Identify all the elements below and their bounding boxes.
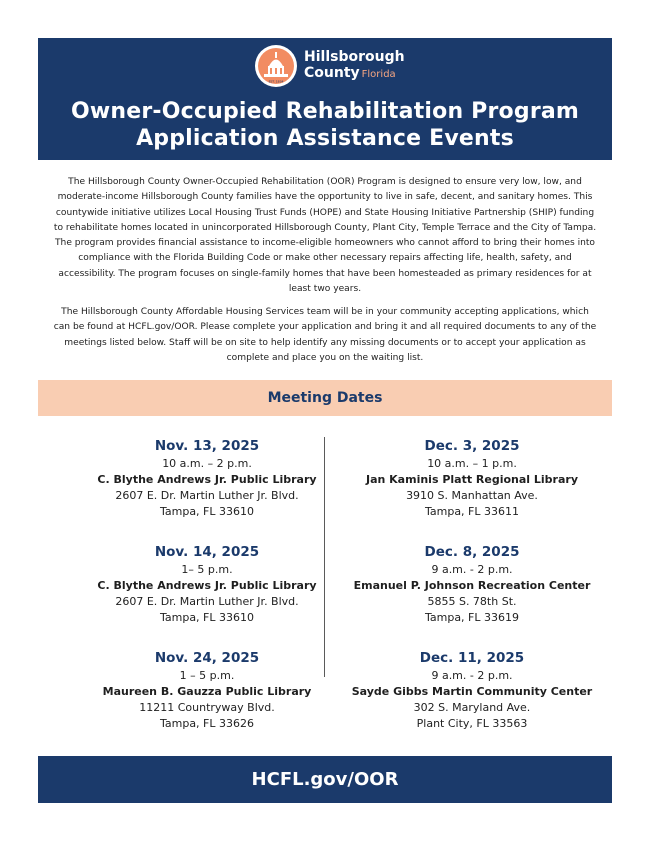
event-city: Tampa, FL 33611 xyxy=(424,505,519,518)
event-date: Dec. 8, 2025 xyxy=(424,544,520,560)
event-city: Tampa, FL 33610 xyxy=(159,611,254,624)
meeting-dates-band xyxy=(38,380,612,416)
county-logo xyxy=(254,44,405,88)
event-venue: C. Blythe Andrews Jr. Public Library xyxy=(97,473,317,486)
logo-line1: Hillsborough xyxy=(304,49,405,65)
event-city: Tampa, FL 33610 xyxy=(159,505,254,518)
title-line2: Application Assistance Events xyxy=(136,126,514,151)
event-venue: Maureen B. Gauzza Public Library xyxy=(102,685,312,698)
event-date: Dec. 3, 2025 xyxy=(424,438,520,454)
logo-county: County xyxy=(304,65,360,81)
event-nov-13 xyxy=(62,437,352,520)
event-date: Nov. 13, 2025 xyxy=(154,438,260,454)
event-time: 1– 5 p.m. xyxy=(181,563,233,576)
event-date: Nov. 14, 2025 xyxy=(154,544,260,560)
event-street: 302 S. Maryland Ave. xyxy=(413,701,531,714)
county-seal-icon xyxy=(254,44,298,88)
event-street: 3910 S. Manhattan Ave. xyxy=(406,489,538,502)
page-title xyxy=(38,98,612,152)
intro-paragraph-1: The Hillsborough County Owner-Occupied Rehabilitation (OOR) Program is designed to ensure very low, low, and moderate-income Hillsborough County families have the opportunity to live in safe, decent, and sanitary homes. This countywide initiative utilizes Local Housing Trust Funds (HOPE) and State Housing Initiative Partnership (SHIP) funding to rehabilitate homes located in unincorporated Hillsborough County, Plant City, Temple Terrace and the City of Tampa. The program provides financial assistance to income-eligible homeowners who cannot afford to bring their homes into compliance with the Florida Building Code or make other necessary repairs affecting life, health, safety, and accessibility. The program focuses on single-family homes that have been homesteaded as primary residences for at least two years. xyxy=(53,177,597,295)
event-street: 2607 E. Dr. Martin Luther Jr. Blvd. xyxy=(115,489,299,502)
event-street: 2607 E. Dr. Martin Luther Jr. Blvd. xyxy=(115,595,299,608)
event-venue: Emanuel P. Johnson Recreation Center xyxy=(353,579,591,592)
event-date: Dec. 11, 2025 xyxy=(419,650,525,666)
event-dec-11 xyxy=(327,649,617,732)
seal-text: EST. 1834 xyxy=(268,79,284,84)
event-time: 1 – 5 p.m. xyxy=(179,669,235,682)
event-time: 10 a.m. – 1 p.m. xyxy=(427,457,517,470)
meeting-dates-heading: Meeting Dates xyxy=(267,390,383,406)
event-city: Plant City, FL 33563 xyxy=(416,717,528,730)
event-time: 9 a.m. - 2 p.m. xyxy=(431,563,513,576)
event-time: 10 a.m. – 2 p.m. xyxy=(162,457,252,470)
logo-state: Florida xyxy=(361,69,396,80)
event-street: 11211 Countryway Blvd. xyxy=(139,701,275,714)
footer-banner xyxy=(38,756,612,803)
event-venue: Sayde Gibbs Martin Community Center xyxy=(351,685,593,698)
event-time: 9 a.m. - 2 p.m. xyxy=(431,669,513,682)
event-date: Nov. 24, 2025 xyxy=(154,650,260,666)
intro-paragraph-2: The Hillsborough County Affordable Housing Services team will be in your community accepting applications, which can be found at HCFL.gov/OOR. Please complete your application and bring it and all required documents to any of the meetings listed below. Staff will be on site to help identify any missing documents or to accept your application as complete and place you on the waiting list. xyxy=(53,307,597,363)
event-venue: Jan Kaminis Platt Regional Library xyxy=(365,473,579,486)
event-nov-14 xyxy=(62,543,352,626)
logo-wordmark xyxy=(304,49,405,83)
header-banner xyxy=(38,38,612,160)
logo-line2 xyxy=(304,65,405,83)
footer-url-link[interactable]: HCFL.gov/OOR xyxy=(251,769,399,790)
event-venue: C. Blythe Andrews Jr. Public Library xyxy=(97,579,317,592)
event-street: 5855 S. 78th St. xyxy=(427,595,517,608)
event-dec-3 xyxy=(327,437,617,520)
event-dec-8 xyxy=(327,543,617,626)
event-nov-24 xyxy=(62,649,352,732)
event-city: Tampa, FL 33626 xyxy=(159,717,254,730)
event-city: Tampa, FL 33619 xyxy=(424,611,519,624)
title-line1: Owner-Occupied Rehabilitation Program xyxy=(70,99,580,124)
